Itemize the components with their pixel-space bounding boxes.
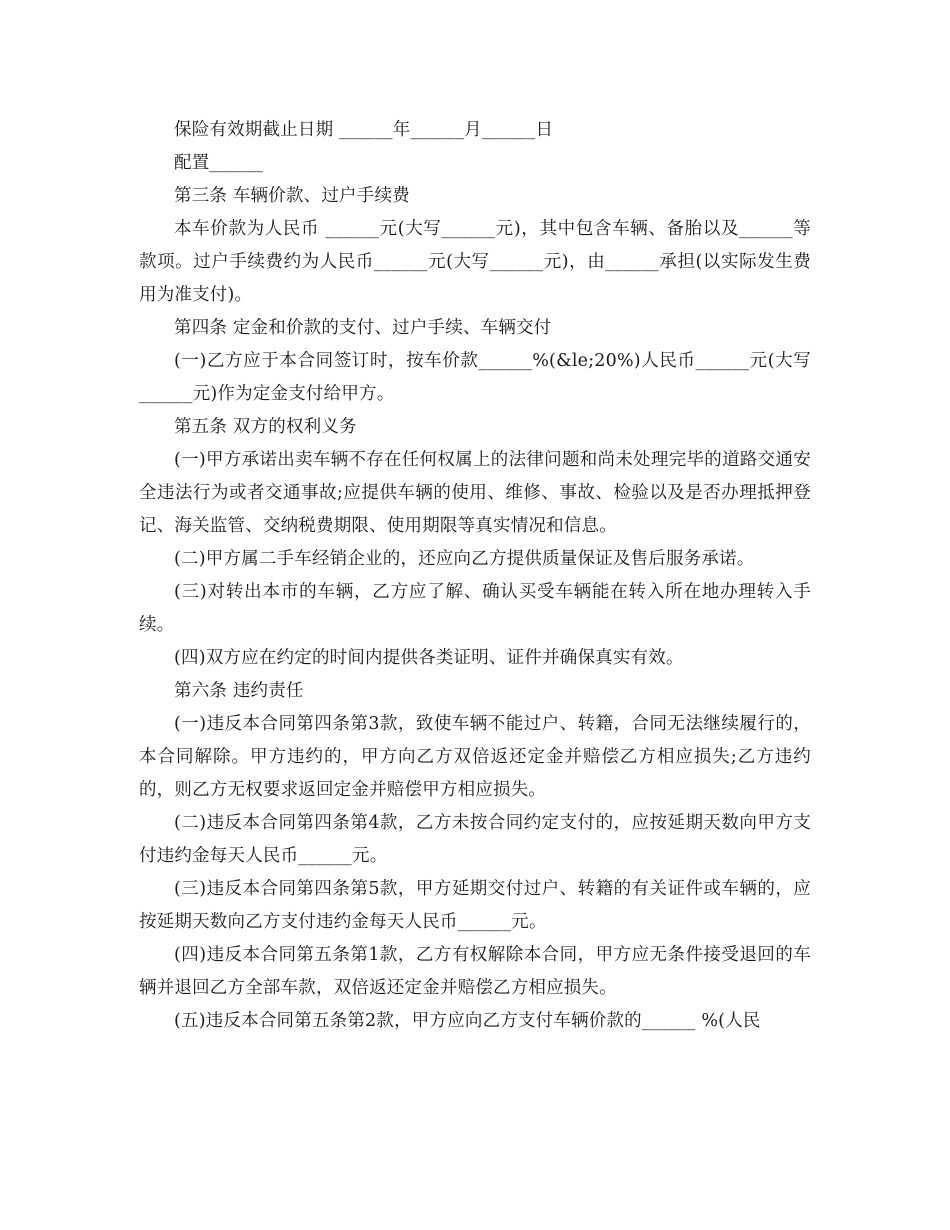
article-6-clause-4: (四)违反本合同第五条第1款，乙方有权解除本合同，甲方应无条件接受退回的车辆并退回乙方全部车款，双倍返还定金并赔偿乙方相应损失。 [139, 945, 811, 998]
article-6-clause-3: (三)违反本合同第四条第5款，甲方延期交付过户、转籍的有关证件或车辆的，应按延期天数向乙方支付违约金每天人民币______元。 [139, 879, 811, 932]
configuration-line: 配置______ [174, 153, 264, 173]
article-6-clause-2: (二)违反本合同第四条第4款，乙方未按合同约定支付的，应按延期天数向甲方支付违约金每天人民币______元。 [139, 813, 811, 866]
insurance-expiry-line: 保险有效期截止日期 ______年______月______日 [174, 120, 554, 140]
article-4-clause-1: (一)乙方应于本合同签订时，按车价款______%(&le;20%)人民币______元(大写 ______元)作为定金支付给甲方。 [139, 351, 811, 404]
article-3-heading: 第三条 车辆价款、过户手续费 [174, 186, 410, 206]
article-3-price-paragraph: 本车价款为人民币 ______元(大写______元)，其中包含车辆、备胎以及______等款项。过户手续费约为人民币______元(大写______元)，由______承担(以实际发生费用为准支付)。 [139, 219, 811, 305]
article-6-clause-1: (一)违反本合同第四条第3款，致使车辆不能过户、转籍，合同无法继续履行的，本合同解除。甲方违约的，甲方向乙方双倍返还定金并赔偿乙方相应损失;乙方违约的，则乙方无权要求返回定金并赔偿甲方相应损失。 [139, 714, 811, 800]
article-5-heading: 第五条 双方的权利义务 [174, 417, 357, 437]
document-body [139, 114, 811, 1038]
article-5-clause-4: (四)双方应在约定的时间内提供各类证明、证件并确保真实有效。 [174, 648, 684, 668]
article-5-clause-1: (一)甲方承诺出卖车辆不存在任何权属上的法律问题和尚未处理完毕的道路交通安全违法行为或者交通事故;应提供车辆的使用、维修、事故、检验以及是否办理抵押登记、海关监管、交纳税费期限、使用期限等真实情况和信息。 [139, 450, 811, 536]
article-6-heading: 第六条 违约责任 [174, 681, 304, 701]
article-6-clause-5: (五)违反本合同第五条第2款，甲方应向乙方支付车辆价款的______ %(人民 [174, 1011, 761, 1031]
article-5-clause-2: (二)甲方属二手车经销企业的，还应向乙方提供质量保证及售后服务承诺。 [174, 549, 755, 569]
article-5-clause-3: (三)对转出本市的车辆，乙方应了解、确认买受车辆能在转入所在地办理转入手续。 [139, 582, 811, 635]
article-4-heading: 第四条 定金和价款的支付、过户手续、车辆交付 [174, 318, 552, 338]
